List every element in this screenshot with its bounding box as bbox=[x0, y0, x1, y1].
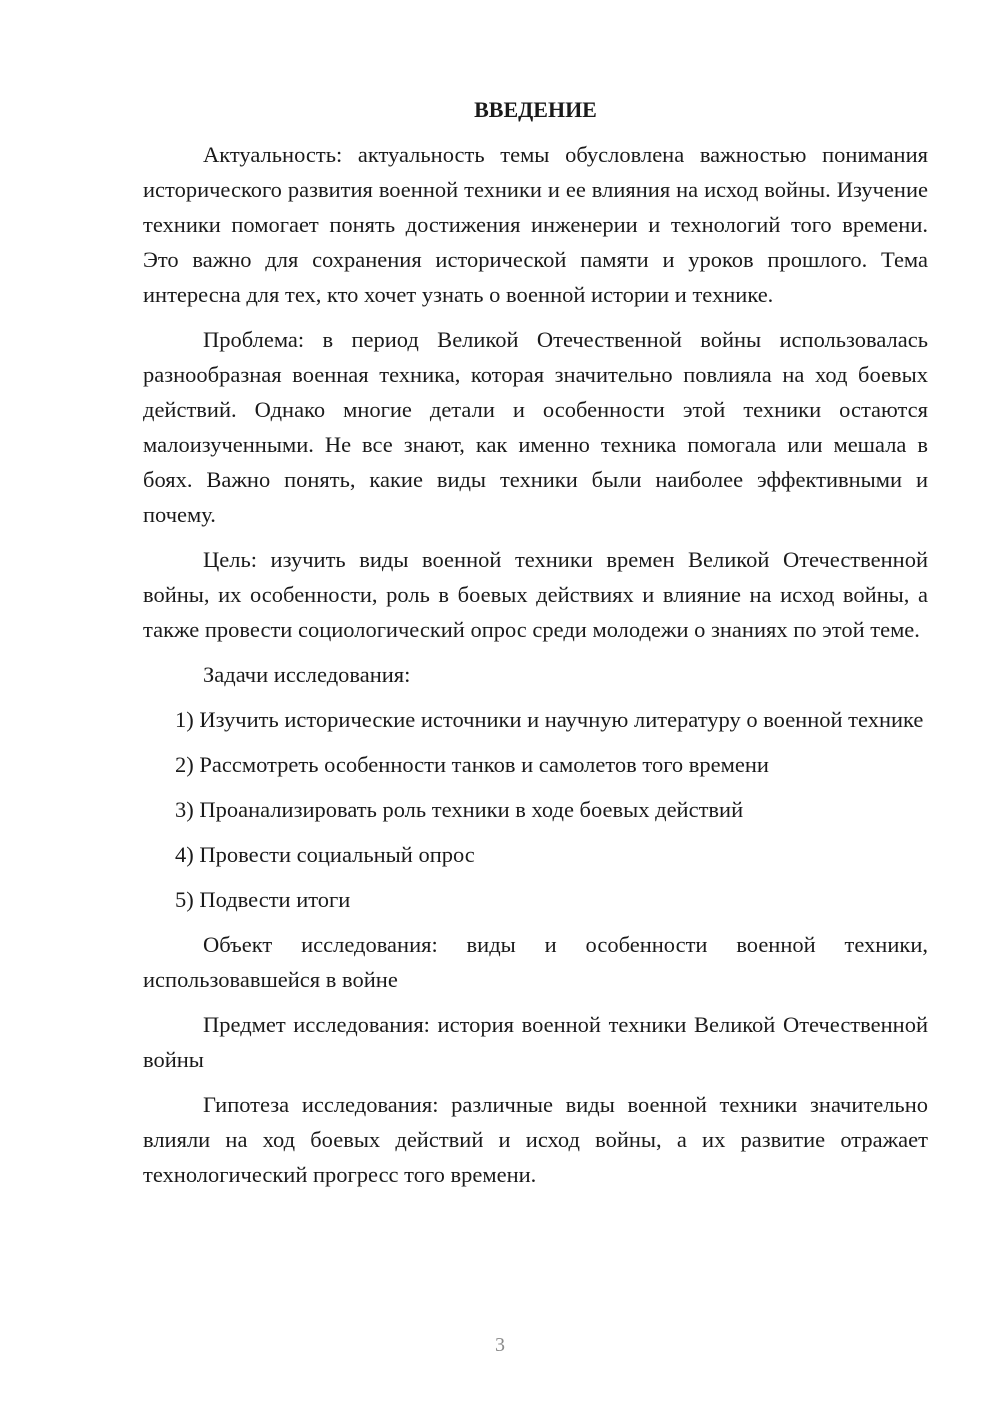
relevance-paragraph: Актуальность: актуальность темы обусловлена важностью понимания исторического развития военной техники и ее влияния на исход войны. Изучение техники помогает понять достижения инженерии и технологий того времени. Это важно для сохранения исторической памяти и уроков прошлого. Тема интересна для тех, кто хочет узнать о военной истории и технике. bbox=[143, 142, 928, 307]
document-page bbox=[143, 92, 928, 1202]
task-item-2: 2) Рассмотреть особенности танков и самолетов того времени bbox=[175, 752, 769, 777]
goal-paragraph: Цель: изучить виды военной техники времен Великой Отечественной войны, их особенности, роль в боевых действиях и влияние на исход войны, а также провести социологический опрос среди молодежи о знаниях по этой теме. bbox=[143, 547, 928, 642]
page-title: ВВЕДЕНИЕ bbox=[474, 97, 597, 122]
page-number: 3 bbox=[495, 1334, 505, 1356]
task-item-5: 5) Подвести итоги bbox=[175, 887, 351, 912]
subject-paragraph: Предмет исследования: история военной техники Великой Отечественной войны bbox=[143, 1012, 928, 1072]
task-item-1: 1) Изучить исторические источники и научную литературу о военной технике bbox=[175, 707, 924, 732]
hypothesis-paragraph: Гипотеза исследования: различные виды военной техники значительно влияли на ход боевых действий и исход войны, а их развитие отражает технологический прогресс того времени. bbox=[143, 1092, 928, 1187]
problem-paragraph: Проблема: в период Великой Отечественной войны использовалась разнообразная военная техника, которая значительно повлияла на ход боевых действий. Однако многие детали и особенности этой техники остаются малоизученными. Не все знают, как именно техника помогала или мешала в боях. Важно понять, какие виды техники были наиболее эффективными и почему. bbox=[143, 327, 928, 527]
task-item-4: 4) Провести социальный опрос bbox=[175, 842, 475, 867]
object-paragraph: Объект исследования: виды и особенности военной техники, использовавшейся в войне bbox=[143, 932, 928, 992]
task-item-3: 3) Проанализировать роль техники в ходе боевых действий bbox=[175, 797, 744, 822]
tasks-heading: Задачи исследования: bbox=[203, 662, 411, 687]
